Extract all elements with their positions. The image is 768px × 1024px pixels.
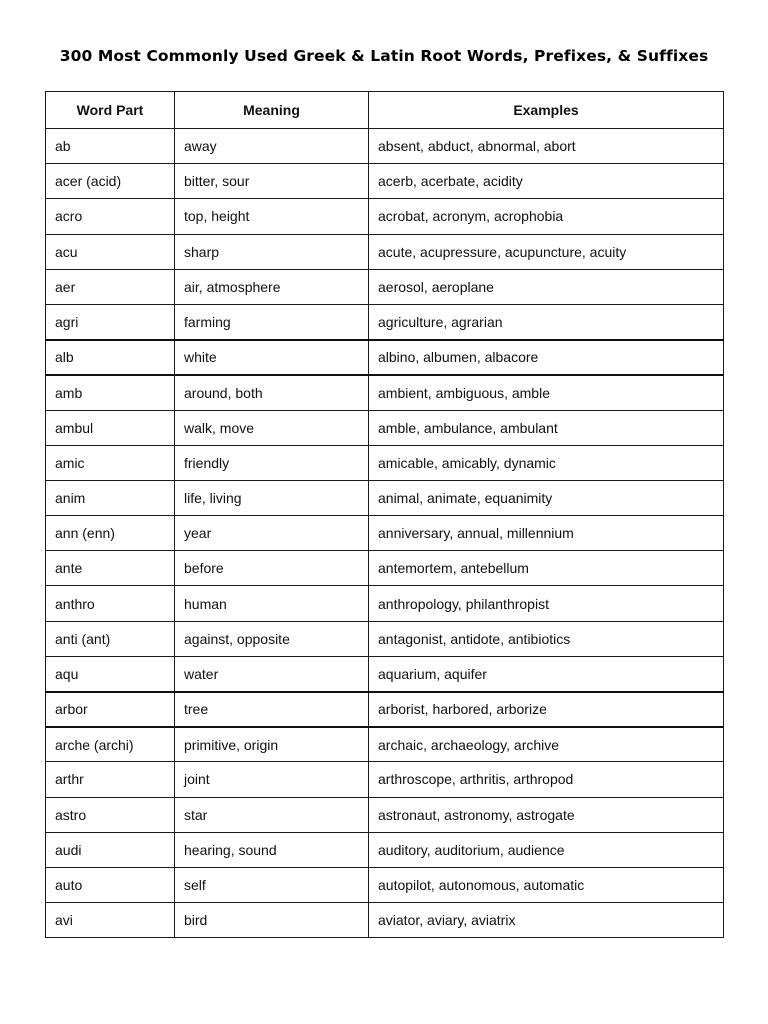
examples-cell: amble, ambulance, ambulant [369, 410, 724, 445]
table-row [46, 692, 724, 727]
examples-cell: antemortem, antebellum [369, 551, 724, 586]
word-part-cell: alb [46, 340, 175, 375]
word-part-cell: amic [46, 445, 175, 480]
word-part-cell: anti (ant) [46, 621, 175, 656]
word-part-cell: ambul [46, 410, 175, 445]
table-row [46, 551, 724, 586]
word-part-cell: ante [46, 551, 175, 586]
table-row [46, 762, 724, 797]
table-row [46, 832, 724, 867]
examples-cell: autopilot, autonomous, automatic [369, 867, 724, 902]
word-part-cell: arthr [46, 762, 175, 797]
meaning-cell: year [175, 516, 369, 551]
word-part-cell: acer (acid) [46, 164, 175, 199]
word-part-cell: ann (enn) [46, 516, 175, 551]
meaning-cell: tree [175, 692, 369, 727]
table-row [46, 129, 724, 164]
examples-cell: acrobat, acronym, acrophobia [369, 199, 724, 234]
word-part-cell: acro [46, 199, 175, 234]
examples-cell: agriculture, agrarian [369, 304, 724, 339]
meaning-cell: life, living [175, 480, 369, 515]
table-row [46, 516, 724, 551]
header-meaning: Meaning [175, 92, 369, 129]
word-part-cell: anim [46, 480, 175, 515]
word-part-cell: aqu [46, 656, 175, 691]
meaning-cell: against, opposite [175, 621, 369, 656]
examples-cell: animal, animate, equanimity [369, 480, 724, 515]
meaning-cell: white [175, 340, 369, 375]
meaning-cell: top, height [175, 199, 369, 234]
table-row [46, 234, 724, 269]
meaning-cell: star [175, 797, 369, 832]
meaning-cell: human [175, 586, 369, 621]
table-body [46, 129, 724, 938]
word-part-cell: ab [46, 129, 175, 164]
meaning-cell: friendly [175, 445, 369, 480]
meaning-cell: around, both [175, 375, 369, 410]
examples-cell: acerb, acerbate, acidity [369, 164, 724, 199]
root-words-table [45, 91, 724, 938]
examples-cell: astronaut, astronomy, astrogate [369, 797, 724, 832]
table-row [46, 375, 724, 410]
examples-cell: archaic, archaeology, archive [369, 727, 724, 762]
table-row [46, 621, 724, 656]
meaning-cell: bird [175, 903, 369, 938]
examples-cell: ambient, ambiguous, amble [369, 375, 724, 410]
table-row [46, 164, 724, 199]
meaning-cell: primitive, origin [175, 727, 369, 762]
word-part-cell: audi [46, 832, 175, 867]
examples-cell: aerosol, aeroplane [369, 269, 724, 304]
table-row [46, 727, 724, 762]
meaning-cell: self [175, 867, 369, 902]
table-row [46, 340, 724, 375]
word-part-cell: agri [46, 304, 175, 339]
meaning-cell: joint [175, 762, 369, 797]
meaning-cell: sharp [175, 234, 369, 269]
examples-cell: anniversary, annual, millennium [369, 516, 724, 551]
examples-cell: aviator, aviary, aviatrix [369, 903, 724, 938]
table-row [46, 445, 724, 480]
examples-cell: anthropology, philanthropist [369, 586, 724, 621]
examples-cell: absent, abduct, abnormal, abort [369, 129, 724, 164]
table-row [46, 903, 724, 938]
examples-cell: arborist, harbored, arborize [369, 692, 724, 727]
examples-cell: albino, albumen, albacore [369, 340, 724, 375]
header-word-part: Word Part [46, 92, 175, 129]
examples-cell: antagonist, antidote, antibiotics [369, 621, 724, 656]
word-part-cell: arbor [46, 692, 175, 727]
meaning-cell: farming [175, 304, 369, 339]
examples-cell: auditory, auditorium, audience [369, 832, 724, 867]
word-part-cell: anthro [46, 586, 175, 621]
table-header [46, 92, 724, 129]
header-row [46, 92, 724, 129]
meaning-cell: air, atmosphere [175, 269, 369, 304]
meaning-cell: before [175, 551, 369, 586]
meaning-cell: away [175, 129, 369, 164]
word-part-cell: aer [46, 269, 175, 304]
table-row [46, 269, 724, 304]
table-row [46, 480, 724, 515]
table-row [46, 199, 724, 234]
table-row [46, 867, 724, 902]
word-part-cell: acu [46, 234, 175, 269]
table-row [46, 797, 724, 832]
word-part-cell: avi [46, 903, 175, 938]
header-examples: Examples [369, 92, 724, 129]
meaning-cell: walk, move [175, 410, 369, 445]
table-row [46, 304, 724, 339]
table-row [46, 656, 724, 691]
examples-cell: amicable, amicably, dynamic [369, 445, 724, 480]
word-part-cell: amb [46, 375, 175, 410]
page-title: 300 Most Commonly Used Greek & Latin Root Words, Prefixes, & Suffixes [59, 47, 709, 65]
table-row [46, 586, 724, 621]
word-part-cell: astro [46, 797, 175, 832]
examples-cell: arthroscope, arthritis, arthropod [369, 762, 724, 797]
meaning-cell: hearing, sound [175, 832, 369, 867]
meaning-cell: bitter, sour [175, 164, 369, 199]
examples-cell: acute, acupressure, acupuncture, acuity [369, 234, 724, 269]
meaning-cell: water [175, 656, 369, 691]
word-part-cell: arche (archi) [46, 727, 175, 762]
word-part-cell: auto [46, 867, 175, 902]
examples-cell: aquarium, aquifer [369, 656, 724, 691]
table-row [46, 410, 724, 445]
